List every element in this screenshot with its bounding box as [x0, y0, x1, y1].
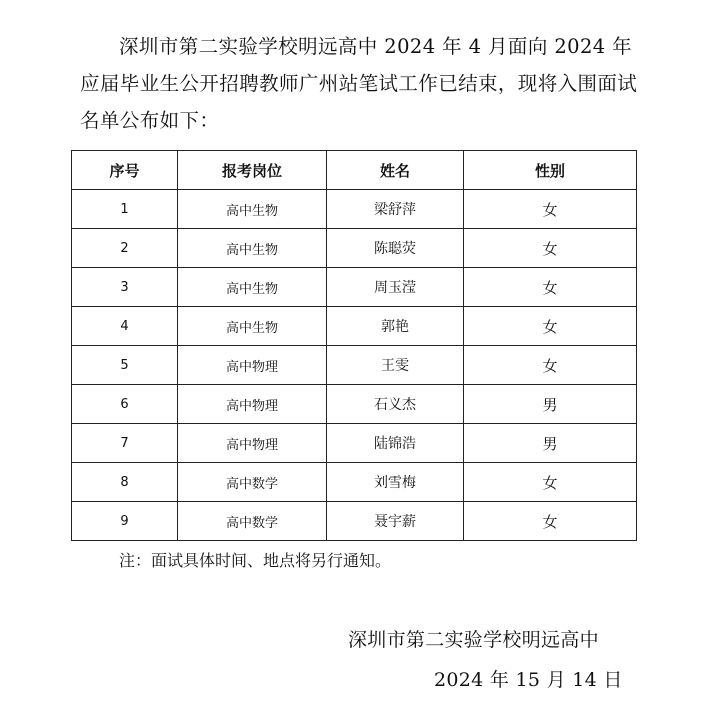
cell-name: 陈聪荧: [327, 229, 464, 268]
cell-gender: 男: [464, 385, 637, 424]
cell-position: 高中生物: [178, 268, 327, 307]
cell-gender: 女: [464, 190, 637, 229]
table-row: [72, 424, 637, 463]
cell-position: 高中生物: [178, 307, 327, 346]
intro-paragraph: [80, 28, 650, 139]
header-gender: 性别: [464, 151, 637, 190]
table-header-row: [72, 151, 637, 190]
cell-position: 高中物理: [178, 385, 327, 424]
cell-name: 刘雪梅: [327, 463, 464, 502]
cell-position: 高中生物: [178, 190, 327, 229]
table-row: [72, 463, 637, 502]
cell-gender: 女: [464, 346, 637, 385]
cell-name: 陆锦浩: [327, 424, 464, 463]
cell-position: 高中物理: [178, 424, 327, 463]
cell-gender: 男: [464, 424, 637, 463]
cell-gender: 女: [464, 307, 637, 346]
intro-text: 深圳市第二实验学校明远高中 2024 年 4 月面向 2024 年应届毕业生公开招聘教师广州站笔试工作已结束，现将入围面试名单公布如下：: [80, 35, 638, 132]
cell-position: 高中物理: [178, 346, 327, 385]
cell-index: 5: [72, 346, 178, 385]
cell-index: 4: [72, 307, 178, 346]
cell-gender: 女: [464, 502, 637, 541]
cell-name: 王雯: [327, 346, 464, 385]
cell-gender: 女: [464, 229, 637, 268]
note-text: 注：面试具体时间、地点将另行通知。: [119, 551, 392, 570]
cell-name: 梁舒萍: [327, 190, 464, 229]
cell-index: 3: [72, 268, 178, 307]
cell-name: 郭艳: [327, 307, 464, 346]
header-position: 报考岗位: [178, 151, 327, 190]
cell-index: 9: [72, 502, 178, 541]
cell-gender: 女: [464, 268, 637, 307]
table-row: [72, 190, 637, 229]
cell-position: 高中数学: [178, 463, 327, 502]
cell-position: 高中数学: [178, 502, 327, 541]
table-row: [72, 346, 637, 385]
cell-index: 1: [72, 190, 178, 229]
table-row: [72, 268, 637, 307]
table-row: [72, 502, 637, 541]
table-row: [72, 229, 637, 268]
signature-date: 2024 年 15 月 14 日: [434, 669, 623, 691]
table-row: [72, 307, 637, 346]
signature-org: 深圳市第二实验学校明远高中: [348, 629, 599, 651]
cell-index: 7: [72, 424, 178, 463]
cell-name: 石义杰: [327, 385, 464, 424]
cell-name: 聂宇薪: [327, 502, 464, 541]
cell-index: 8: [72, 463, 178, 502]
candidate-table: [71, 150, 637, 541]
cell-index: 6: [72, 385, 178, 424]
cell-gender: 女: [464, 463, 637, 502]
cell-index: 2: [72, 229, 178, 268]
header-index: 序号: [72, 151, 178, 190]
cell-position: 高中生物: [178, 229, 327, 268]
table-row: [72, 385, 637, 424]
header-name: 姓名: [327, 151, 464, 190]
cell-name: 周玉滢: [327, 268, 464, 307]
